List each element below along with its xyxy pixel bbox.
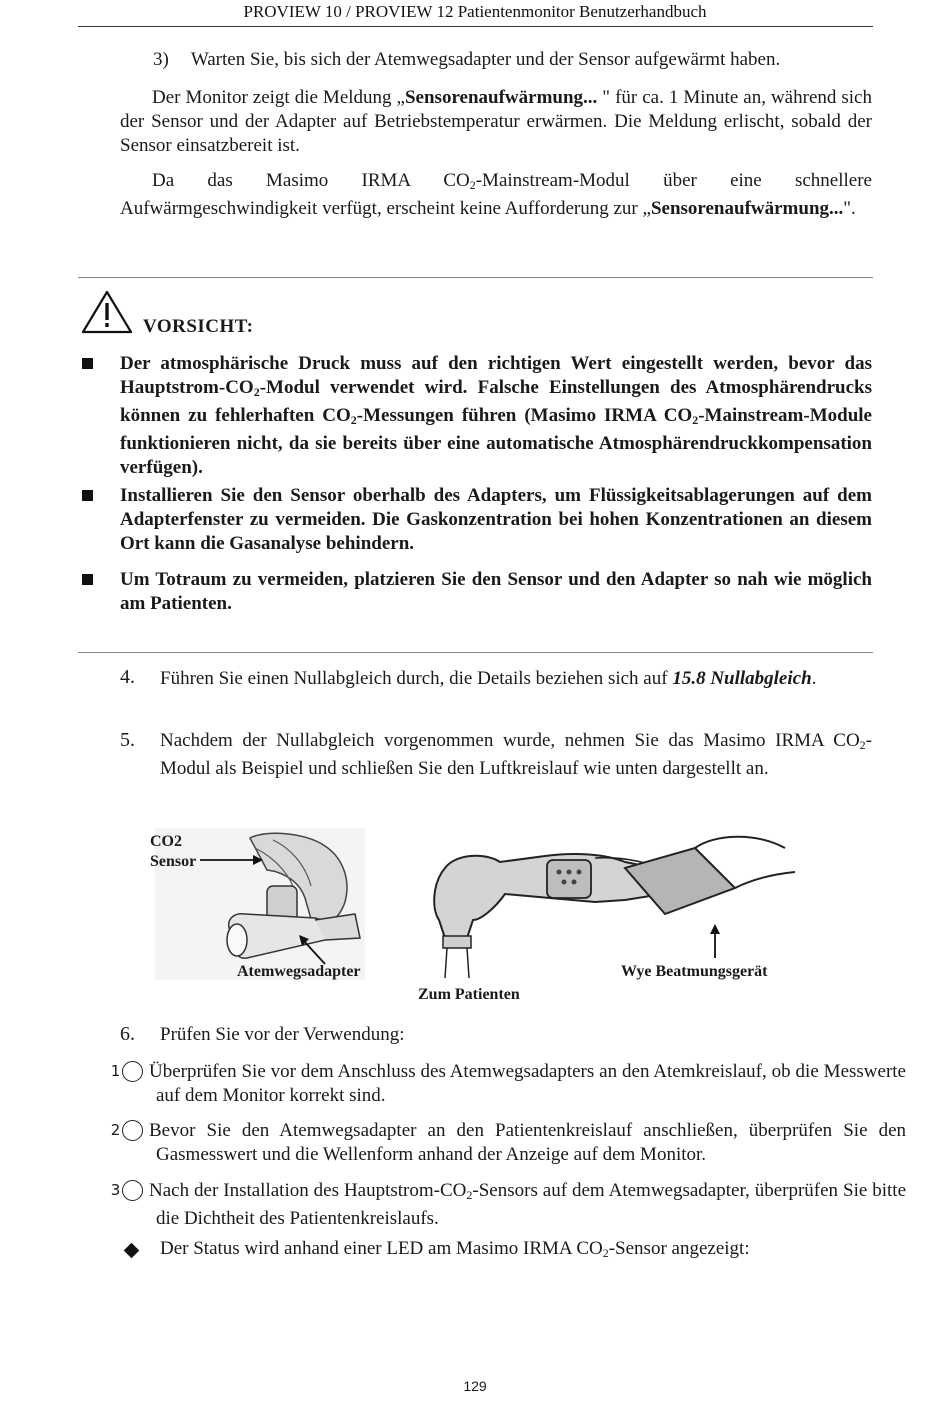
label-co2: CO2 [150, 833, 182, 850]
sensor-warmup-message: Sensorenaufwärmung... [404, 87, 598, 108]
label-airway-adapter: Atemwegsadapter [237, 963, 361, 980]
step6-number: 6. [120, 1023, 135, 1045]
caution-item-1: Der atmosphärische Druck muss auf den richtigen Wert eingestellt werden, bevor das Hauptstrom-$CO_2$-Modul verwendet wird. Falsche Einstellungen des Atmosphärendrucks können zu fehlerhaften $CO_2$-Messungen führen (Masimo IRMA $CO_2-Mainstream$-Module funktionieren nicht, da sie bereits über eine automatische Atmosphärendruckkompensation verfügen). [120, 353, 872, 478]
step3-paragraph-2: Da das Masimo IRMA $CO_2-Mainstream$-Modul über eine schnellere Aufwärmgeschwindigkeit verfügt, erscheint keine Aufforderung zur „Sensorenaufwärmung...". [120, 170, 872, 219]
caution-bullet-icon [82, 574, 93, 585]
caution-top-rule [78, 277, 873, 278]
section-reference-link: 15.8 Nullabgleich [672, 668, 812, 689]
circled-number-icon: 3 [122, 1180, 143, 1201]
circled-number-icon: 2 [122, 1120, 143, 1141]
check-item-2: 2 Bevor Sie den Atemwegsadapter an den Patientenkreislauf anschließen, überprüfen Sie den Gasmesswert und die Wellenform anhand der Anzeige auf dem Monitor. [110, 1120, 906, 1165]
check-item-3: 3 Nach der Installation des Hauptstrom-$CO_2$-Sensors auf dem Atemwegsadapter, überprüfen Sie bitte die Dichtheit des Patientenkreislaufs. [110, 1180, 906, 1229]
step6-text: Prüfen Sie vor der Verwendung: [160, 1024, 405, 1045]
caution-bullet-icon [82, 358, 93, 369]
circled-number-icon: 1 [122, 1061, 143, 1082]
step4-text: Führen Sie einen Nullabgleich durch, die Details beziehen sich auf 15.8 Nullabgleich. [160, 668, 817, 689]
step3-paragraph-1: Der Monitor zeigt die Meldung „Sensorenaufwärmung... " für ca. 1 Minute an, während sich der Sensor und der Adapter auf Betriebstemperatur erwärmen. Die Meldung erlischt, sobald der Sensor einsatzbereit ist. [120, 87, 872, 156]
step3-number: 3) [153, 49, 169, 70]
step5-number: 5. [120, 729, 135, 751]
step4-number: 4. [120, 666, 135, 688]
label-wye-ventilator: Wye Beatmungsgerät [621, 963, 768, 980]
step3-line [153, 49, 780, 71]
step5-text: Nachdem der Nullabgleich vorgenommen wurde, nehmen Sie das Masimo IRMA $CO_2$-Modul als Beispiel und schließen Sie den Luftkreislauf wie unten dargestellt an. [160, 730, 872, 779]
check-item-1: 1 Überprüfen Sie vor dem Anschluss des Atemwegsadapters an den Atemkreislauf, ob die Messwerte auf dem Monitor korrekt sind. [110, 1061, 906, 1106]
label-to-patient: Zum Patienten [418, 986, 520, 1003]
label-sensor: Sensor [150, 853, 197, 870]
circuit-figure [150, 828, 795, 1004]
caution-item-3: Um Totraum zu vermeiden, platzieren Sie den Sensor und den Adapter so nah wie möglich am Patienten. [120, 569, 872, 614]
diamond-bullet-icon [124, 1243, 140, 1259]
caution-item-2: Installieren Sie den Sensor oberhalb des Adapters, um Flüssigkeitsablagerungen auf dem Adapterfenster zu vermeiden. Die Gaskonzentration bei hohen Konzentrationen an diesem Ort kann die Gasanalyse behindern. [120, 485, 872, 554]
led-status-line: Der Status wird anhand einer LED am Masimo IRMA $CO_2$-Sensor angezeigt: [160, 1238, 750, 1260]
page-header: PROVIEW 10 / PROVIEW 12 Patientenmonitor Benutzerhandbuch [243, 2, 707, 21]
caution-bullet-icon [82, 490, 93, 501]
step3-text: Warten Sie, bis sich der Atemwegsadapter und der Sensor aufgewärmt haben. [190, 49, 781, 70]
page-number: 129 [463, 1378, 487, 1394]
caution-bottom-rule [78, 652, 873, 653]
header-rule [78, 26, 873, 27]
warning-triangle-icon [80, 289, 134, 335]
caution-title: VORSICHT: [143, 316, 254, 337]
